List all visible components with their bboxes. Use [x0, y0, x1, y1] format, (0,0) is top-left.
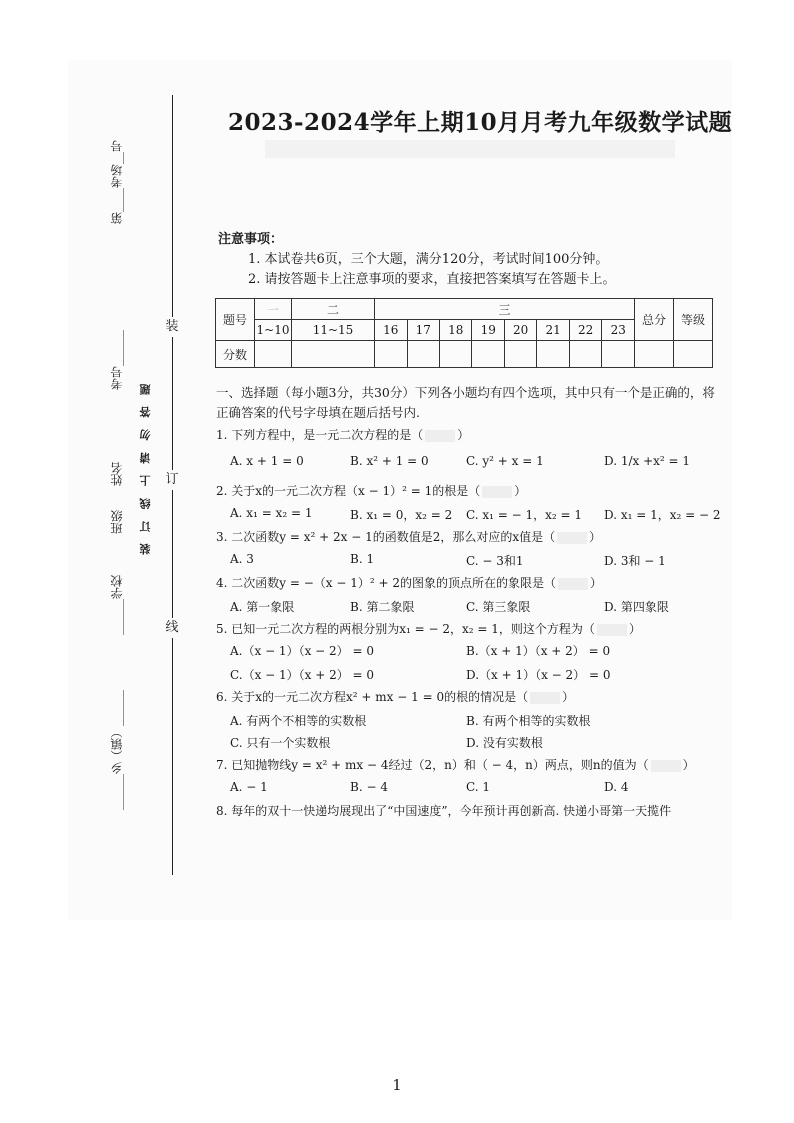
score-cell: [472, 341, 504, 368]
col-header: 19: [472, 320, 504, 341]
col-header: 11~15: [292, 320, 375, 341]
notes-title: 注意事项：: [218, 232, 284, 247]
answer-blank: [597, 624, 627, 636]
option-b: B. − 4: [350, 780, 388, 794]
score-cell: [407, 341, 439, 368]
col-header: 21: [537, 320, 569, 341]
option-c: C. y² + x = 1: [466, 454, 544, 468]
score-cell: [537, 341, 569, 368]
option-d: D. 没有实数根: [466, 736, 543, 750]
option-a: A. − 1: [230, 780, 268, 794]
header-question-number: 题号: [216, 299, 255, 341]
score-table: [215, 298, 713, 368]
binding-char-xian: 线: [164, 618, 180, 638]
question-stem-end: ）: [682, 758, 695, 772]
question-stem-end: ）: [589, 530, 602, 544]
question-2: [216, 482, 526, 499]
note-item: 1. 本试卷共6页，三个大题，满分120分，考试时间100分钟。: [248, 252, 609, 267]
exam-title: 2023-2024学年上期10月月考九年级数学试题: [228, 109, 733, 136]
option-b: B. 1: [350, 552, 375, 566]
option-b: B. x₁ = 0，x₂ = 2: [350, 508, 453, 522]
option-d: D. x₁ = 1，x₂ = − 2: [604, 508, 721, 522]
field-town: ______乡（镇）______: [110, 690, 124, 810]
question-8: [216, 802, 671, 819]
field-exam-number: 考号______: [110, 330, 124, 390]
option-b: B.（x + 1）（x + 2） = 0: [466, 644, 611, 658]
score-cell: [602, 341, 635, 368]
question-4: [216, 574, 602, 591]
option-d: D. 1/x +x² = 1: [604, 454, 691, 468]
part-one-header: 一: [255, 299, 292, 320]
page-number: 1: [392, 1076, 402, 1094]
grade-header: 等级: [674, 299, 713, 341]
option-c: C. 只有一个实数根: [230, 736, 331, 750]
option-a: A. 有两个不相等的实数根: [230, 714, 367, 728]
option-a: A. x₁ = x₂ = 1: [230, 506, 313, 520]
field-exam-room: 第____考场__号: [110, 140, 124, 224]
binding-warning: 装 订 线 上 请 勿 答 题: [139, 380, 152, 555]
col-header: 17: [407, 320, 439, 341]
question-stem-end: ）: [457, 428, 470, 442]
option-c: C. x₁ = − 1，x₂ = 1: [466, 508, 583, 522]
field-class: 班级: [110, 510, 124, 534]
col-header: 1~10: [255, 320, 292, 341]
option-d: D. 3和 − 1: [604, 554, 666, 568]
question-stem-end: ）: [590, 576, 603, 590]
question-stem: 6. 关于x的一元二次方程x² + mx − 1 = 0的根的情况是（: [216, 690, 529, 704]
score-cell: [504, 341, 536, 368]
option-a: A. 第一象限: [230, 600, 295, 614]
option-b: B. x² + 1 = 0: [350, 454, 429, 468]
part-two-header: 二: [292, 299, 375, 320]
section-heading: 一、选择题（每小题3分，共30分）下列各小题均有四个选项，其中只有一个是正确的，将正确答案的代号字母填在题后括号内.: [216, 385, 715, 420]
option-a: A.（x − 1）（x − 2） = 0: [230, 644, 374, 658]
question-stem-end: ）: [628, 622, 641, 636]
answer-blank: [530, 692, 560, 704]
col-header: 23: [602, 320, 635, 341]
option-a: A. 3: [230, 552, 254, 566]
question-stem: 7. 已知抛物线y = x² + mx − 4经过（2，n）和（ − 4，n）两点，则n的值为（: [216, 758, 649, 772]
answer-blank: [482, 486, 512, 498]
question-stem-end: ）: [514, 484, 527, 498]
col-header: 22: [569, 320, 601, 341]
score-cell: [439, 341, 471, 368]
option-d: D.（x + 1）（x − 2） = 0: [466, 668, 611, 682]
col-header: 18: [439, 320, 471, 341]
answer-blank: [558, 578, 588, 590]
option-b: B. 第二象限: [350, 600, 415, 614]
col-header: 16: [375, 320, 407, 341]
option-b: B. 有两个相等的实数根: [466, 714, 591, 728]
option-a: A. x + 1 = 0: [230, 454, 304, 468]
question-stem: 8. 每年的双十一快递均展现出了“中国速度”，今年预计再创新高. 快递小哥第一天揽件: [216, 804, 672, 818]
question-stem: 3. 二次函数y = x² + 2x − 1的函数值是2，那么对应的x值是（: [216, 530, 556, 544]
question-5: [216, 620, 641, 637]
total-header: 总分: [635, 299, 674, 341]
option-c: C.（x − 1）（x + 2） = 0: [230, 668, 375, 682]
field-name: 姓名: [110, 462, 124, 486]
question-6: [216, 688, 574, 705]
scan-smudge: [265, 140, 675, 158]
row-header-score: 分数: [216, 341, 255, 368]
binding-char-zhuang: 装: [164, 317, 180, 337]
score-cell: [292, 341, 375, 368]
note-item: 2. 请按答题卡上注意事项的要求，直接把答案填写在答题卡上。: [248, 272, 616, 287]
score-cell: [635, 341, 674, 368]
score-cell: [569, 341, 601, 368]
field-school: ______学校: [110, 575, 124, 635]
answer-blank: [651, 760, 681, 772]
question-1: [216, 426, 469, 443]
option-c: C. − 3和1: [466, 554, 524, 568]
option-d: D. 第四象限: [604, 600, 669, 614]
option-c: C. 第三象限: [466, 600, 531, 614]
score-cell: [255, 341, 292, 368]
option-c: C. 1: [466, 780, 491, 794]
answer-blank: [557, 532, 587, 544]
score-cell: [375, 341, 407, 368]
binding-char-ding: 订: [164, 470, 180, 490]
answer-blank: [425, 430, 455, 442]
part-three-header: 三: [375, 299, 635, 320]
question-stem: 5. 已知一元二次方程的两根分别为x₁ = − 2，x₂ = 1，则这个方程为（: [216, 622, 595, 636]
col-header: 20: [504, 320, 536, 341]
score-cell: [674, 341, 713, 368]
option-d: D. 4: [604, 780, 629, 794]
question-3: [216, 528, 601, 545]
question-stem: 2. 关于x的一元二次方程（x − 1）² = 1的根是（: [216, 484, 481, 498]
question-7: [216, 756, 695, 773]
question-stem-end: ）: [562, 690, 575, 704]
question-stem: 1. 下列方程中，是一元二次方程的是（: [216, 428, 424, 442]
question-stem: 4. 二次函数y = −（x − 1）² + 2的图象的顶点所在的象限是（: [216, 576, 556, 590]
